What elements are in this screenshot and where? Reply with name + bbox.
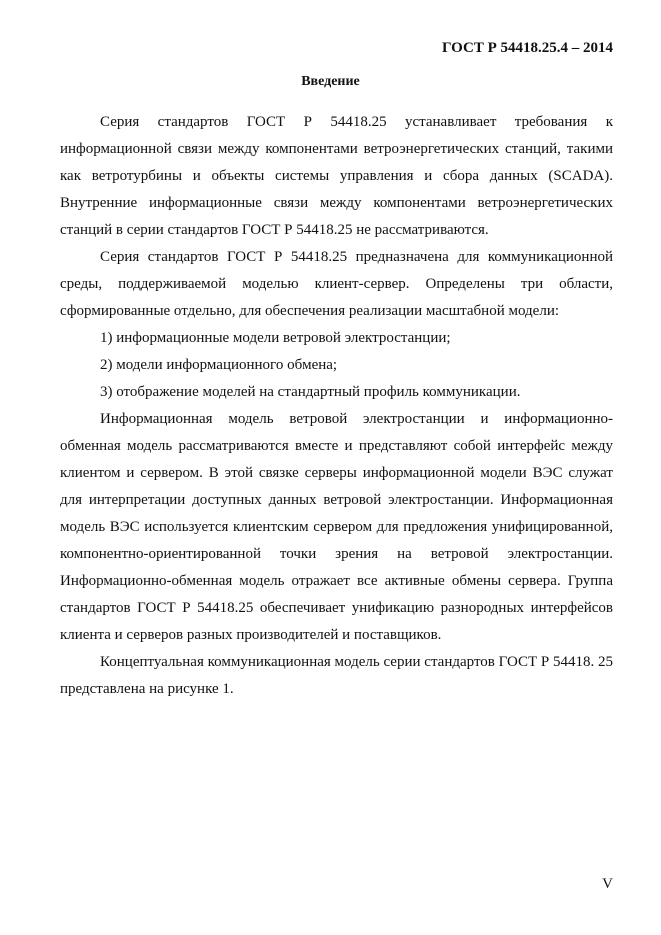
document-header: ГОСТ Р 54418.25.4 – 2014	[441, 40, 613, 56]
paragraph-figure-ref: Концептуальная коммуникационная модель серии стандартов ГОСТ Р 54418. 25 представлена на рисунке 1.	[60, 654, 613, 697]
paragraph-intro: Серия стандартов ГОСТ Р 54418.25 устанавливает требования к информационной связи между компонентами ветроэнергетических станций, такими как ветротурбины и объекты системы управления и сбора данных (SCADA). Внутренние информационные связи между компонентами ветроэнергетических станций в серии стандартов ГОСТ Р 54418.25 не рассматриваются.	[60, 114, 613, 238]
page-number: V	[602, 876, 613, 892]
list-item: 2) модели информационного обмена;	[100, 357, 338, 373]
paragraph-scope: Серия стандартов ГОСТ Р 54418.25 предназначена для коммуникационной среды, поддерживаемой моделью клиент-сервер. Определены три области, сформированные отдельно, для обеспечения реализации масштабной модели:	[60, 249, 613, 319]
list-item: 3) отображение моделей на стандартный профиль коммуникации.	[100, 384, 521, 400]
list-item: 1) информационные модели ветровой электростанции;	[100, 330, 451, 346]
paragraph-models: Информационная модель ветровой электростанции и информационно-обменная модель рассматриваются вместе и представляют собой интерфейс между клиентом и сервером. В этой связке серверы информационной модели ВЭС служат для интерпретации доступных данных ветровой электростанции. Информационная модель ВЭС используется клиентским сервером для предложения унифицированной, компонентно-ориентированной точки зрения на ветровой электростанции. Информационно-обменная модель отражает все активные обмены сервера. Группа стандартов ГОСТ Р 54418.25 обеспечивает унификацию разнородных интерфейсов клиента и серверов разных производителей и поставщиков.	[60, 411, 613, 643]
section-title: Введение	[301, 74, 360, 89]
document-body	[60, 109, 613, 703]
